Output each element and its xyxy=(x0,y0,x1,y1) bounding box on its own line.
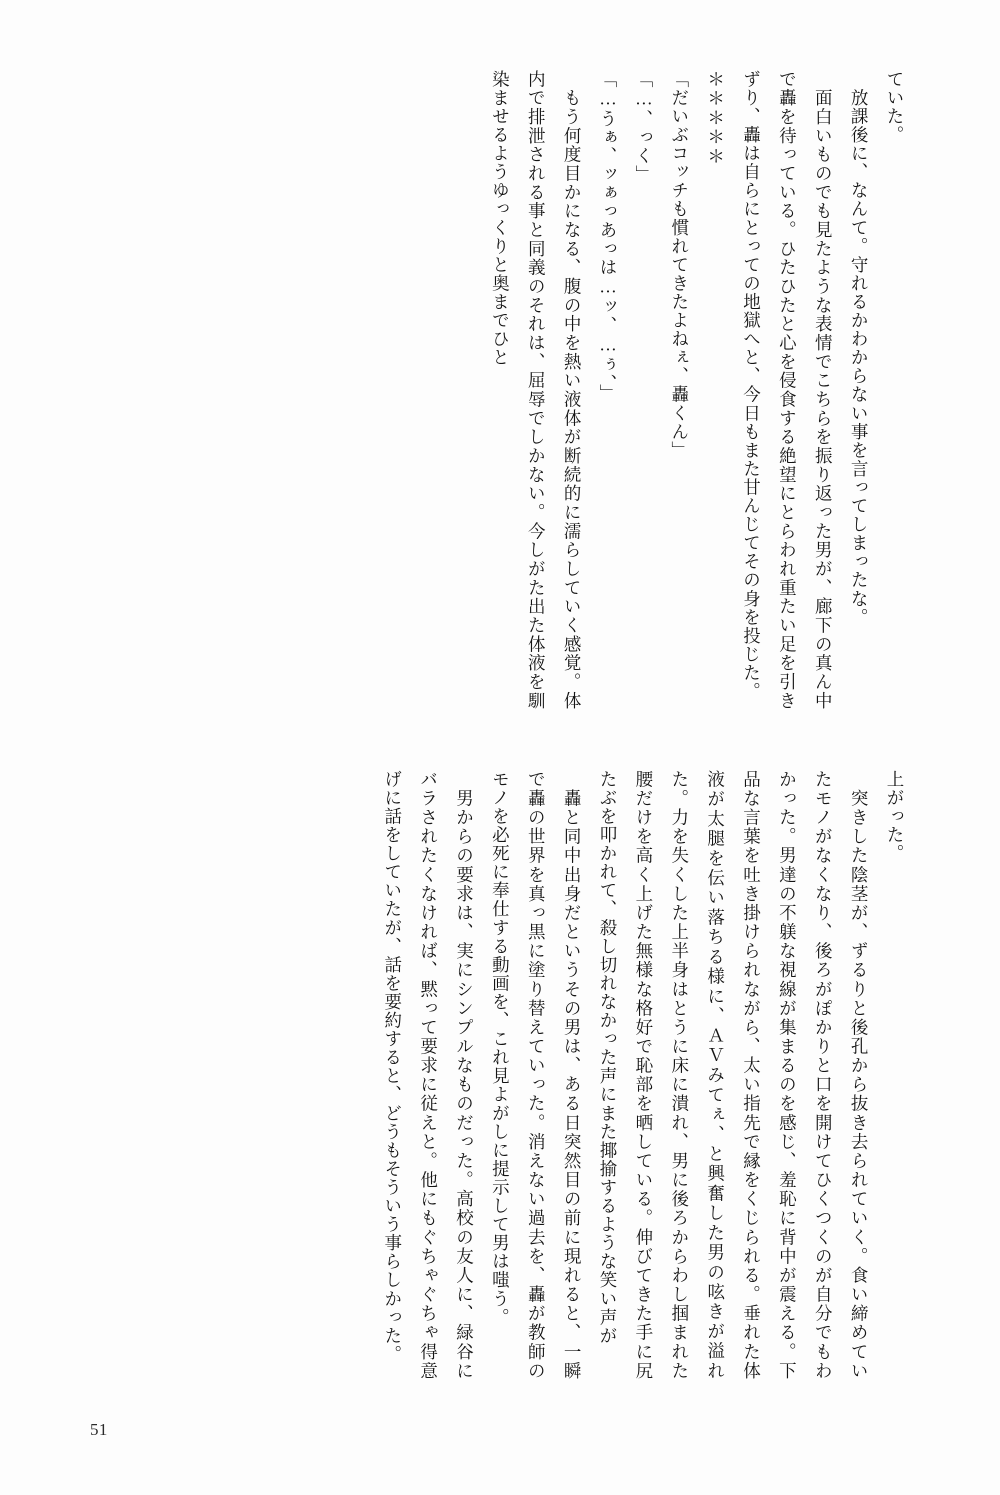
paragraph: 突きした陰茎が、ずるりと後孔から抜き去られていく。食い締めていたモノがなくなり、後ろがぽかりと口を開けてひくつくのが自分でもわかった。男達の不躾な視線が集まるのを感じ、羞恥に背中が震える。下品な言葉を吐き掛けられながら、太い指先で縁をくじられる。垂れた体液が太腿を伝い落ちる様に、ＡＶみてぇ、と興奮した男の呟きが溢れた。力を失くした上半身はとうに床に潰れ、男に後ろからわし掴まれた腰だけを高く上げた無様な格好で恥部を晒している。伸びてきた手に尻たぶを叩かれて、殺し切れなかった声にまた揶揄するような笑い声が xyxy=(598,770,870,1380)
paragraph: ていた。 xyxy=(885,70,905,145)
paragraph: もう何度目かになる、腹の中を熱い液体が断続的に濡らしていく感覚。体内で排泄される事と同義のそれは、屈辱でしかない。今しがた出た体液を馴染ませるようゆっくりと奥までひと xyxy=(490,70,583,710)
body-text-lower xyxy=(92,770,912,1380)
paragraph: 男からの要求は、実にシンプルなものだった。高校の友人に、緑谷にバラされたくなければ、黙って要求に従えと。他にもぐちゃぐちゃ得意げに話をしていたが、話を要約すると、どうもそういう事らしかった。 xyxy=(382,770,475,1380)
dialogue-line: 「…、っく」 xyxy=(633,70,654,184)
paragraph: 放課後に、なんて。守れるかわからない事を言ってしまったな。 xyxy=(849,70,870,627)
paragraph: 上がった。 xyxy=(885,770,905,863)
dialogue-line: 「だいぶコッチも慣れてきたよねぇ、轟くん」 xyxy=(669,70,690,460)
paragraph: 轟と同中出身だというその男は、ある日突然目の前に現れると、一瞬で轟の世界を真っ黒に塗り替えていった。消えない過去を、轟が教師のモノを必死に奉仕する動画を、これ見よがしに提示して男は嗤う。 xyxy=(490,770,583,1380)
page-number: 51 xyxy=(90,1420,108,1439)
dialogue-line: 「…うぁ、ッぁっあっは…ッ、…ぅ、」 xyxy=(598,70,618,403)
body-text-upper xyxy=(92,70,912,710)
scene-separator: ＊＊＊＊＊ xyxy=(705,70,726,167)
paragraph: 面白いものでも見たような表情でこちらを振り返った男が、廊下の真ん中で轟を待っている。ひたひたと心を侵食する絶望にとらわれ重たい足を引きずり、轟は自らにとっての地獄へと、今日もまた甘んじてその身を投じた。 xyxy=(741,70,834,710)
